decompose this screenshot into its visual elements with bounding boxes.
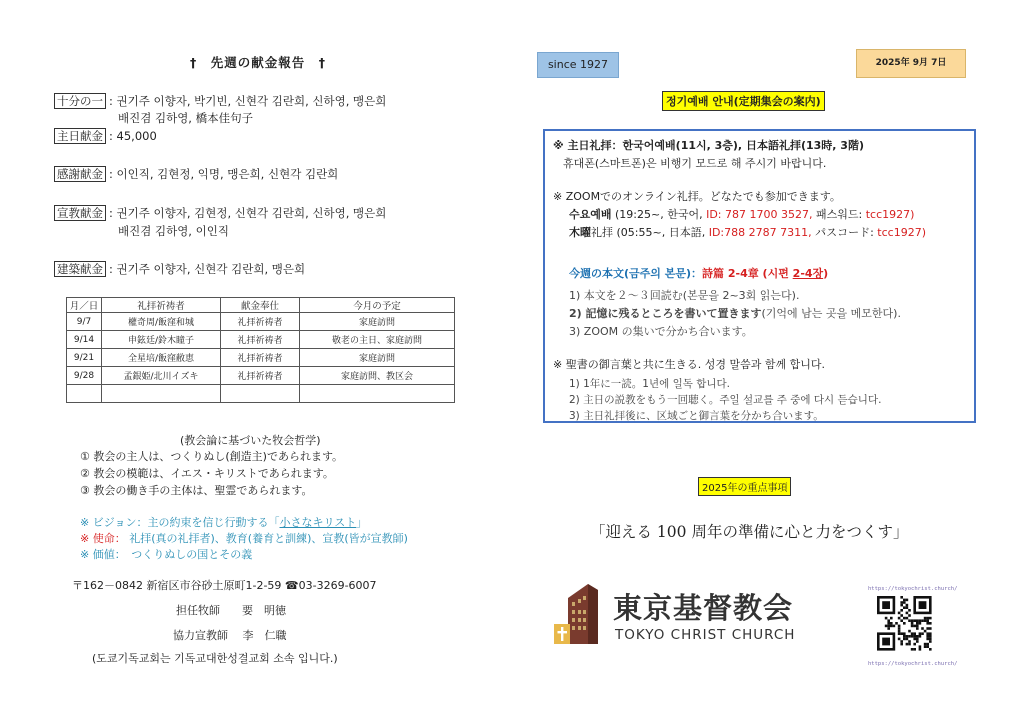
offering-tithe	[54, 92, 386, 110]
reading-step-rest: (기억에 남는 곳을 메모한다).	[761, 307, 901, 320]
cell-date: 9/7	[67, 313, 102, 331]
weekly-text-ref-end: )	[823, 267, 829, 280]
cell-prayer	[102, 385, 221, 403]
mission-text: 礼拝(真の礼拝者)、教育(養育と訓練)、宣教(皆が宣教師)	[125, 532, 408, 545]
reading-step: 1) 本文を２～３回読む(본문을 2~3회 읽는다).	[569, 289, 800, 302]
zoom-text: (19:25~, 한국어,	[611, 208, 707, 221]
weekly-text-ref: 詩篇 2-4章 (시편	[702, 267, 793, 280]
table-row	[67, 331, 455, 349]
bible-step: 2) 主日の説教をもう一回聴く。주일 설교를 주 중에 다시 듣습니다.	[569, 394, 882, 406]
cell-date: 9/21	[67, 349, 102, 367]
sunday-times: 한국어예배(11시, 3층), 日本語礼拝(13時, 3階)	[622, 139, 864, 152]
mission-line	[80, 530, 408, 546]
cell-prayer: 全星培/飯窪敝恵	[102, 349, 221, 367]
philosophy-item: ① 教会の主人は、つくりぬし(創造主)であられます。	[80, 450, 344, 463]
table-row	[67, 349, 455, 367]
zoom-text: 礼拝 (05:55~, 日本語,	[591, 226, 709, 239]
zoom-notice: ※ ZOOMでのオンライン礼拝。どなたでも参加できます。	[553, 190, 841, 203]
offering-names-cont: 배진겸 김하영, 橋本佳句子	[118, 111, 254, 125]
bible-step: 3) 主日礼拝後に、区域ごと御言葉を分かち合います。	[569, 410, 824, 422]
offering-names: : 권기주 이향자, 김현정, 신현각 김란희, 신하영, 맹은희	[109, 206, 387, 220]
cell-date: 9/28	[67, 367, 102, 385]
church-name-jp: 東京基督教会	[613, 591, 794, 625]
schedule-table	[66, 297, 455, 403]
vision-text: 」	[356, 516, 368, 529]
mission-marker: ※	[80, 532, 93, 545]
assistant-name: 協力宣教師 李 仁職	[173, 629, 287, 642]
cell-plan	[300, 385, 455, 403]
table-header-row	[67, 298, 455, 313]
philosophy-item: ② 教会の模範は、イエス・キリストであられます。	[80, 467, 334, 480]
cell-plan: 敬老の主日、家庭訪問	[300, 331, 455, 349]
weekly-text-label: 今週の本文(금주의 본문)：	[569, 267, 703, 280]
thursday-label: 木曜	[569, 226, 591, 239]
church-name-en: TOKYO CHRIST CHURCH	[615, 627, 796, 643]
service-guide-label: 정기예배 안내(定期集会の案内)	[662, 91, 825, 111]
zoom-password: tcc1927)	[877, 226, 926, 239]
cell-offering: 礼拝祈祷者	[221, 331, 300, 349]
values-line: ※ 価値： つくりぬしの国とその義	[80, 548, 253, 561]
header-plan: 今月の予定	[300, 298, 455, 313]
offering-thanks	[54, 165, 338, 183]
date-badge: 2025年 9月 7日	[856, 49, 966, 78]
weekly-text-ref-ko: 2-4장	[792, 267, 824, 280]
phone-notice: 휴대폰(스마트폰)은 비행기 모드로 해 주시기 바랍니다.	[563, 157, 827, 170]
qr-url-top: https://tokyochrist.church/	[868, 586, 958, 592]
focus-label: 2025年の重点事項	[698, 477, 791, 496]
zoom-text: パスコード:	[815, 226, 878, 239]
cell-plan: 家庭訪問、教区会	[300, 367, 455, 385]
offering-names: : 45,000	[109, 129, 157, 143]
offering-label: 建築献金	[54, 261, 106, 277]
sunday-label: ※ 主日礼拝：	[553, 139, 623, 152]
philosophy-title: (教会論に基づいた牧会哲学)	[180, 434, 321, 447]
cell-offering: 礼拝祈祷者	[221, 367, 300, 385]
header-date: 月／日	[67, 298, 102, 313]
zoom-password: tcc1927)	[865, 208, 915, 221]
offering-label: 十分の一	[54, 93, 106, 109]
offering-names: : 이인직, 김현정, 익명, 맹은희, 신현각 김란희	[109, 167, 339, 181]
table-row	[67, 313, 455, 331]
weekly-text-line	[569, 265, 828, 281]
offering-mission	[54, 204, 386, 222]
table-row	[67, 385, 455, 403]
cell-prayer: 孟銀姫/北川イズキ	[102, 367, 221, 385]
qr-url-bottom: https://tokyochrist.church/	[868, 661, 958, 667]
thursday-zoom	[569, 224, 926, 240]
church-address: 〒162－0842 新宿区市谷砂土原町1-2-59 ☎03-3269-6007	[72, 579, 377, 592]
zoom-id: ID:788 2787 7311,	[708, 226, 816, 239]
cell-offering: 礼拝祈祷者	[221, 349, 300, 367]
cell-offering: 礼拝祈祷者	[221, 313, 300, 331]
wednesday-zoom	[569, 206, 914, 222]
offering-building	[54, 260, 305, 278]
offering-label: 宣教献金	[54, 205, 106, 221]
vision-line	[80, 514, 367, 530]
church-affiliation: (도쿄기독교회는 기독교대한성결교회 소속 입니다.)	[92, 652, 338, 665]
cell-offering	[221, 385, 300, 403]
wednesday-label: 수요예배	[569, 208, 612, 221]
reading-step: 3) ZOOM の集いで分かち合います。	[569, 325, 753, 338]
zoom-id: ID: 787 1700 3527,	[706, 208, 816, 221]
cell-date	[67, 385, 102, 403]
offering-label: 主日献金	[54, 128, 106, 144]
offering-names-cont: 배진겸 김하영, 이인직	[118, 224, 229, 238]
yearly-motto: 「迎える 100 周年の準備に心と力をつくす」	[590, 523, 909, 541]
sunday-service-line	[553, 137, 864, 153]
reading-step-bold: 2) 記憶に残るところを書いて置きます	[569, 307, 762, 320]
reading-step	[569, 305, 901, 321]
cell-plan: 家庭訪問	[300, 349, 455, 367]
bible-living-line: ※ 聖書の御言葉と共に生きる. 성경 말씀과 함께 합니다.	[553, 358, 825, 371]
vision-text: ※ ビジョン：主の約束を信じ行動する「	[80, 516, 280, 529]
header-prayer: 礼拝祈祷者	[102, 298, 221, 313]
mission-label: 使命：	[92, 532, 126, 545]
since-badge: since 1927	[537, 52, 619, 78]
offering-names: : 권기주 이향자, 신현각 김란희, 맹은희	[109, 262, 306, 276]
offering-label: 感謝献金	[54, 166, 106, 182]
header-offering: 献金奉仕	[221, 298, 300, 313]
zoom-text: 패스워드:	[815, 208, 866, 221]
cell-prayer: 申鉉廷/鈴木瞳子	[102, 331, 221, 349]
philosophy-item: ③ 教会の働き手の主体は、聖霊であられます。	[80, 484, 313, 497]
qr-code	[862, 583, 958, 667]
cell-plan: 家庭訪問	[300, 313, 455, 331]
bible-step: 1) 1年に一読。1년에 일독 합니다.	[569, 378, 730, 390]
table-row	[67, 367, 455, 385]
service-info-box	[543, 129, 976, 423]
cell-date: 9/14	[67, 331, 102, 349]
offering-sunday	[54, 127, 157, 145]
cell-prayer: 權奇周/飯窪和城	[102, 313, 221, 331]
pastor-name: 担任牧師 要 明徳	[176, 604, 286, 617]
vision-link: 小さなキリスト	[279, 516, 357, 529]
offering-names: : 권기주 이향자, 박기빈, 신현각 김란희, 신하영, 맹은희	[109, 94, 387, 108]
offering-report-title: † 先週の献金報告 †	[190, 55, 327, 70]
church-logo-icon	[552, 580, 604, 644]
